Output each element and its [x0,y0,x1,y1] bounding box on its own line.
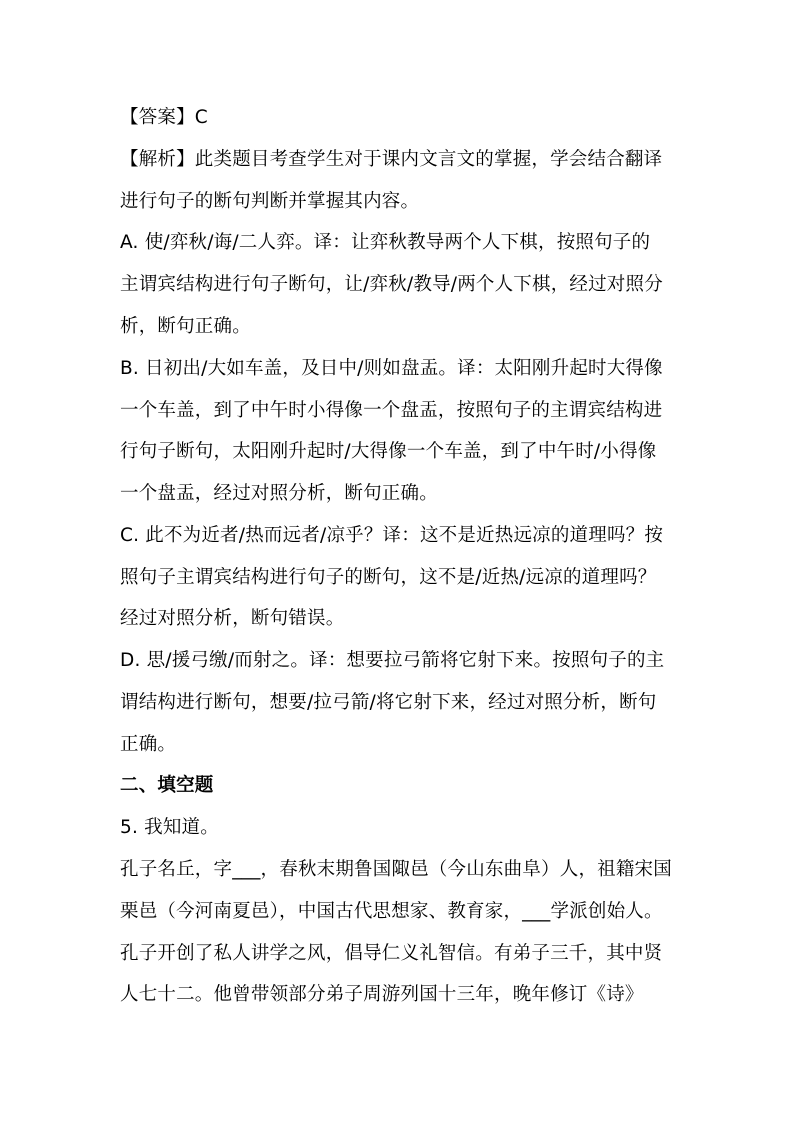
option-b-line-3: 行句子断句，太阳刚升起时/大得像一个车盖，到了中午时/小得像 [120,441,657,462]
answer-line: 【答案】C [120,107,208,128]
option-d-line-1: D. 思/援弓缴/而射之。译：想要拉弓箭将它射下来。按照句子的主 [120,650,665,671]
question-5-line-2: 栗邑（今河南夏邑），中国古代思想家、教育家，___学派创始人。 [120,901,663,922]
question-5-line-3: 孔子开创了私人讲学之风，倡导仁义礼智信。有弟子三千，其中贤 [120,943,663,964]
question-5-title: 5. 我知道。 [120,817,219,838]
option-b-line-2: 一个车盖，到了中午时小得像一个盘盂，按照句子的主谓宾结构进 [120,400,663,421]
option-c-line-2: 照句子主谓宾结构进行句子的断句，这不是/近热/远凉的道理吗？ [120,567,657,588]
question-5-line-1: 孔子名丘，字___，春秋末期鲁国陬邑（今山东曲阜）人，祖籍宋国 [120,859,672,880]
option-c-line-1: C. 此不为近者/热而远者/凉乎？译：这不是近热远凉的道理吗？按 [120,525,664,546]
option-b-line-4: 一个盘盂，经过对照分析，断句正确。 [120,483,438,504]
analysis-line-1: 【解析】此类题目考查学生对于课内文言文的掌握，学会结合翻译 [120,149,663,170]
option-a-line-1: A. 使/弈秋/诲/二人弈。译：让弈秋教导两个人下棋，按照句子的 [120,232,651,253]
question-5-line-4: 人七十二。他曾带领部分弟子周游列国十三年，晚年修订《诗》 [120,984,644,1005]
option-b-line-1: B. 日初出/大如车盖，及日中/则如盘盂。译：太阳刚升起时大得像 [120,358,663,379]
option-d-line-2: 谓结构进行断句，想要/拉弓箭/将它射下来，经过对照分析，断句 [120,692,657,713]
option-a-line-2: 主谓宾结构进行句子断句，让/弈秋/教导/两个人下棋，经过对照分 [120,274,663,295]
option-d-line-3: 正确。 [120,734,177,755]
analysis-line-2: 进行句子的断句判断并掌握其内容。 [120,191,420,212]
section-heading: 二、填空题 [120,775,214,796]
option-c-line-3: 经过对照分析，断句错误。 [120,608,345,629]
option-a-line-3: 析，断句正确。 [120,316,251,337]
